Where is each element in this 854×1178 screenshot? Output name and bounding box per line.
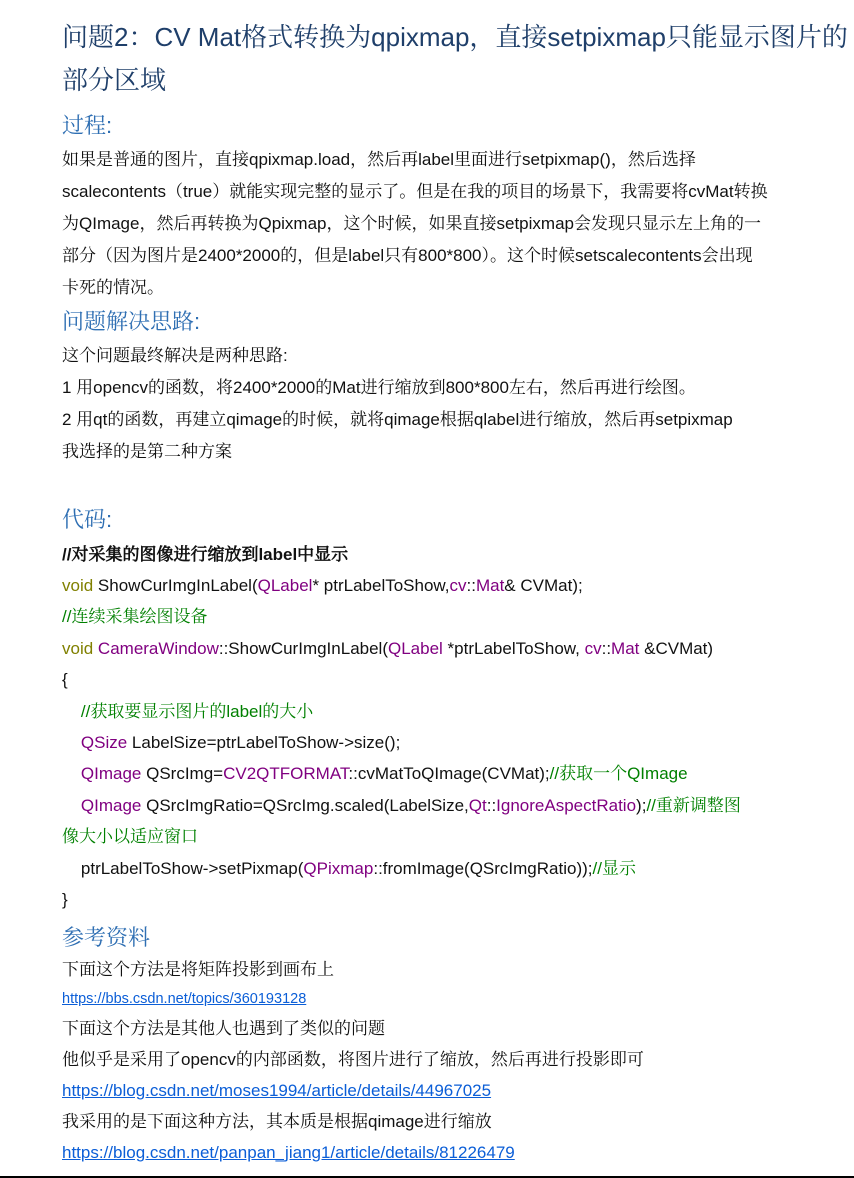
code-text: ShowCurImgInLabel( (97, 576, 258, 595)
code-text: ptrLabelToShow->setPixmap( (62, 858, 304, 878)
code-line (62, 727, 741, 758)
process-paragraph (62, 144, 768, 304)
code-line (62, 633, 741, 664)
code-text: & CVMat); (504, 576, 583, 595)
code-text: :: (601, 638, 612, 658)
code-type: Mat (475, 576, 505, 595)
text-line: 我选择的是第二种方案 (62, 442, 232, 461)
code-text (62, 702, 81, 721)
code-line (62, 696, 741, 727)
code-comment: //重新调整图 (646, 795, 741, 815)
code-text (62, 764, 81, 783)
text-line: 这个问题最终解决是两种思路: (62, 346, 288, 365)
text-line: 1 用opencv的函数，将2400*2000的Mat进行缩放到800*800左右，然后再进行绘图。 (62, 378, 696, 397)
code-line (62, 790, 741, 821)
code-text: ::fromImage(QSrcImgRatio)); (373, 858, 593, 878)
title-line: 问题2：CV Mat格式转换为qpixmap，直接setpixmap只能显示图片的 (62, 22, 848, 52)
code-bold-comment: //对采集的图像进行缩放到label中显示 (62, 545, 349, 564)
code-type: cv (584, 638, 602, 658)
code-text: :: (466, 576, 476, 595)
code-text: ); (636, 795, 647, 815)
code-comment: //显示 (592, 858, 636, 878)
reference-item (62, 1013, 644, 1044)
code-text: } (62, 890, 68, 910)
code-keyword: void (62, 576, 98, 595)
code-line (62, 884, 741, 915)
reference-item (62, 1075, 644, 1106)
code-text: ::ShowCurImgInLabel( (218, 638, 388, 658)
reference-text: 下面这个方法是将矩阵投影到画布上 (62, 960, 334, 979)
code-type: Qt (468, 795, 487, 815)
code-type: QLabel (257, 576, 313, 595)
code-text: QSrcImg= (141, 764, 224, 784)
code-type: QImage (80, 764, 142, 784)
references-list (62, 956, 644, 1168)
code-line (62, 601, 741, 632)
reference-item (62, 956, 644, 984)
text-line: 为QImage，然后再转换为Qpixmap，这个时候，如果直接setpixmap会发现只显示左上角的一 (62, 214, 761, 233)
code-line (62, 664, 741, 695)
code-text: QSrcImgRatio=QSrcImg.scaled(LabelSize, (141, 795, 469, 815)
code-text: * ptrLabelToShow, (312, 576, 450, 595)
process-heading: 过程: (62, 113, 113, 138)
text-line: 2 用qt的函数，再建立qimage的时候，就将qimage根据qlabel进行缩放，然后再setpixmap (62, 410, 733, 429)
code-line (62, 758, 741, 789)
reference-item (62, 1137, 644, 1168)
reference-text: 他似乎是采用了opencv的内部函数，将图片进行了缩放，然后再进行投影即可 (62, 1050, 644, 1069)
code-text (62, 733, 81, 752)
code-type: CV2QTFORMAT (223, 764, 349, 784)
reference-text: 我采用的是下面这种方法，其本质是根据qimage进行缩放 (62, 1112, 492, 1131)
code-line (62, 853, 741, 884)
code-text (62, 796, 81, 815)
code-text: *ptrLabelToShow, (442, 638, 585, 658)
reference-link[interactable]: https://bbs.csdn.net/topics/360193128 (62, 991, 307, 1007)
code-line (62, 821, 741, 852)
code-text: { (62, 670, 68, 690)
text-line: 部分（因为图片是2400*2000的，但是label只有800*800）。这个时候setscalecontents会出现 (62, 246, 753, 265)
code-type: QSize (80, 733, 128, 753)
solution-paragraph (62, 340, 733, 468)
text-line: scalecontents（true）就能实现完整的显示了。但是在我的项目的场景下，我需要将cvMat转换 (62, 182, 768, 201)
title-line: 部分区域 (62, 65, 167, 95)
code-text: LabelSize=ptrLabelToShow->size(); (127, 733, 401, 753)
code-block (62, 570, 741, 915)
code-type: Mat (611, 638, 640, 658)
reference-item (62, 1106, 644, 1137)
text-line: 卡死的情况。 (62, 278, 164, 297)
code-type: cv (449, 576, 467, 595)
code-line (62, 570, 741, 601)
code-type: QLabel (388, 638, 443, 658)
reference-link[interactable]: https://blog.csdn.net/moses1994/article/details/44967025 (62, 1081, 492, 1100)
code-text: :: (486, 795, 497, 815)
solution-heading: 问题解决思路: (62, 309, 201, 334)
code-comment: 像大小以适应窗口 (62, 827, 198, 847)
references-heading: 参考资料 (62, 925, 151, 950)
code-type: QPixmap (303, 858, 374, 878)
code-text: &CVMat) (639, 638, 714, 658)
code-type: CameraWindow (97, 638, 219, 658)
code-comment: //连续采集绘图设备 (62, 607, 208, 627)
reference-item (62, 1044, 644, 1075)
code-text: ::cvMatToQImage(CVMat); (348, 764, 550, 784)
code-keyword: void (62, 638, 98, 658)
code-type: QImage (80, 795, 142, 815)
code-comment: //获取要显示图片的label的大小 (80, 701, 314, 721)
code-comment: //获取一个QImage (549, 764, 688, 784)
reference-text: 下面这个方法是其他人也遇到了类似的问题 (62, 1019, 385, 1038)
reference-item (62, 984, 644, 1013)
reference-link[interactable]: https://blog.csdn.net/panpan_jiang1/article/details/81226479 (62, 1143, 515, 1162)
code-type: IgnoreAspectRatio (496, 795, 637, 815)
text-line: 如果是普通的图片，直接qpixmap.load，然后再label里面进行setpixmap()，然后选择 (62, 150, 696, 169)
code-heading: 代码: (62, 507, 113, 532)
article-title (62, 16, 848, 102)
